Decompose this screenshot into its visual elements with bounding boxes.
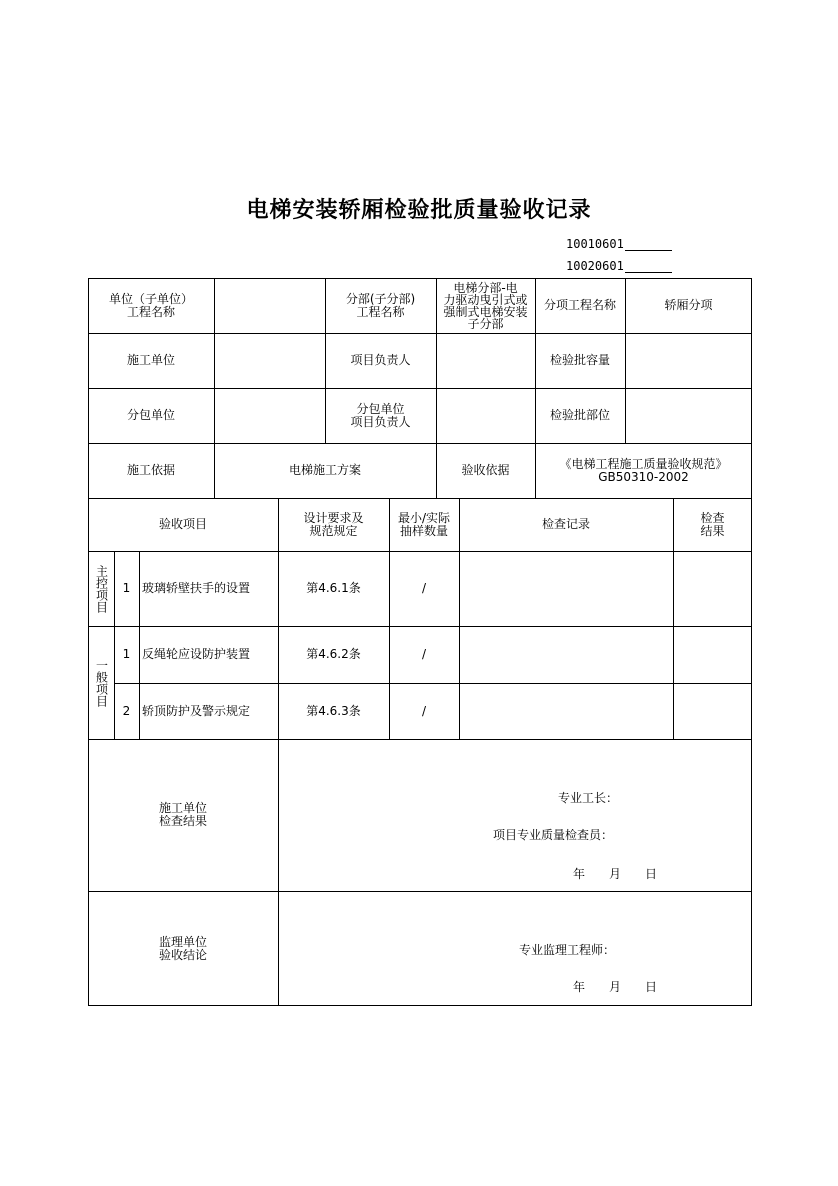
foreman-signature-label: 专业工长：: [558, 791, 619, 805]
row-item: 轿顶防护及警示规定: [142, 703, 251, 718]
construction-basis-label: 施工依据: [126, 463, 175, 477]
subcontractor-label: 分包单位: [126, 408, 175, 422]
row-result[interactable]: [673, 683, 752, 739]
acceptance-basis-label: 验收依据: [461, 463, 510, 477]
row-clause: 第4.6.1条: [306, 581, 361, 595]
sub-item-label: 分项工程名称: [543, 298, 616, 312]
project-manager-value[interactable]: [436, 333, 535, 388]
doc-code-2: 10020601: [566, 259, 672, 273]
col-header-design: 设计要求及 规范规定: [303, 510, 364, 538]
row-record[interactable]: [459, 551, 673, 626]
project-manager-label: 项目负责人: [350, 353, 411, 367]
row-number: 1: [122, 581, 131, 595]
supervision-date: 年 月 日: [573, 980, 658, 994]
general-group-label: 一般项目: [94, 658, 109, 707]
row-record[interactable]: [459, 683, 673, 739]
col-header-result: 检查 结果: [700, 510, 725, 538]
batch-capacity-value[interactable]: [625, 333, 752, 388]
doc-code-1: 10010601: [566, 237, 672, 251]
construction-date: 年 月 日: [573, 867, 658, 881]
sub-item-value[interactable]: 轿厢分项: [664, 298, 713, 312]
row-number: 2: [122, 703, 131, 718]
row-record[interactable]: [459, 626, 673, 683]
sub-division-label: 分部(子分部) 工程名称: [345, 291, 416, 319]
main-control-group-label: 主控项目: [94, 564, 109, 613]
unit-name-label: 单位（子单位） 工程名称: [108, 291, 193, 319]
row-sample[interactable]: /: [421, 647, 427, 661]
page-title: 电梯安装轿厢检验批质量验收记录: [246, 197, 592, 223]
subcontractor-value[interactable]: [214, 388, 325, 443]
row-number: 1: [122, 647, 131, 661]
row-item: 玻璃轿壁扶手的设置: [142, 581, 251, 595]
row-item: 反绳轮应设防护装置: [142, 647, 251, 661]
batch-capacity-label: 检验批容量: [549, 353, 610, 367]
acceptance-basis-value[interactable]: 《电梯工程施工质量验收规范》 GB50310-2002: [559, 456, 728, 484]
contractor-value[interactable]: [214, 333, 325, 388]
construction-check-label: 施工单位 检查结果: [158, 801, 207, 828]
unit-name-value[interactable]: [214, 278, 325, 333]
quality-inspector-label: 项目专业质量检查员：: [493, 828, 614, 842]
row-result[interactable]: [673, 626, 752, 683]
col-header-sample: 最小/实际 抽样数量: [397, 510, 451, 538]
row-clause: 第4.6.3条: [306, 703, 361, 718]
construction-basis-value[interactable]: 电梯施工方案: [288, 463, 361, 477]
row-result[interactable]: [673, 551, 752, 626]
col-header-item: 验收项目: [158, 517, 207, 531]
sub-manager-label: 分包单位 项目负责人: [350, 401, 411, 429]
sub-manager-value[interactable]: [436, 388, 535, 443]
contractor-label: 施工单位: [126, 353, 175, 367]
batch-location-value[interactable]: [625, 388, 752, 443]
row-sample[interactable]: /: [421, 703, 427, 718]
batch-location-label: 检验批部位: [549, 408, 610, 422]
sub-division-value[interactable]: 电梯分部-电 力驱动曳引式或 强制式电梯安装 子分部: [443, 280, 528, 331]
supervision-engineer-label: 专业监理工程师：: [519, 943, 616, 957]
row-sample[interactable]: /: [421, 581, 427, 595]
row-clause: 第4.6.2条: [306, 647, 361, 661]
col-header-record: 检查记录: [541, 517, 590, 531]
supervision-label: 监理单位 验收结论: [158, 934, 207, 962]
